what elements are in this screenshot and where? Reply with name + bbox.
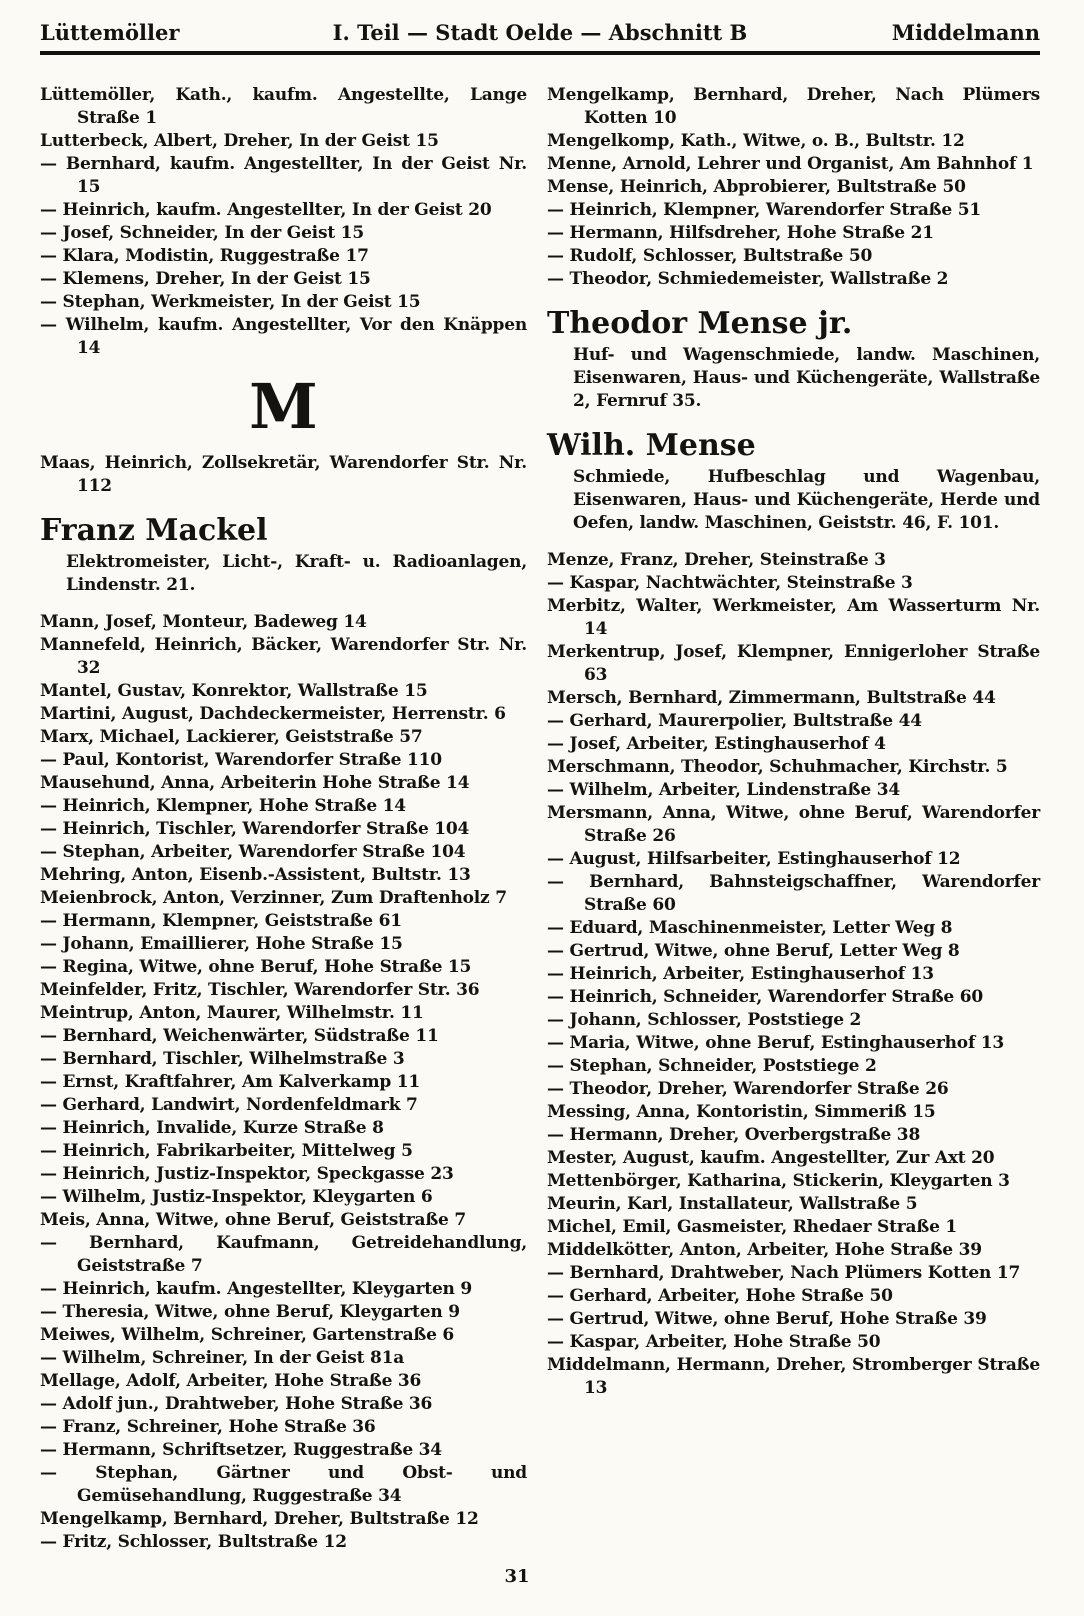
directory-entry: — Stephan, Gärtner und Obst- und Gemüsehandlung, Ruggestraße 34 — [40, 1463, 527, 1506]
directory-entry: — Kaspar, Nachtwächter, Steinstraße 3 — [547, 573, 913, 593]
directory-entry: Mannefeld, Heinrich, Bäcker, Warendorfer Str. Nr. 32 — [40, 635, 527, 678]
directory-entry: Mester, August, kaufm. Angestellter, Zur Axt 20 — [547, 1148, 995, 1168]
directory-entry: — Bernhard, kaufm. Angestellter, In der Geist Nr. 15 — [40, 154, 527, 197]
directory-entry: Merkentrup, Josef, Klempner, Ennigerloher Straße 63 — [547, 642, 1040, 685]
directory-entry: Mantel, Gustav, Konrektor, Wallstraße 15 — [40, 681, 428, 701]
directory-entry: — Regina, Witwe, ohne Beruf, Hohe Straße 15 — [40, 957, 472, 977]
directory-entry: Mellage, Adolf, Arbeiter, Hohe Straße 36 — [40, 1371, 422, 1391]
business-description: Schmiede, Hufbeschlag und Wagenbau, Eisenwaren, Haus- und Küchengeräte, Herde und Oefen, landw. Maschinen, Geiststr. 46, F. 101. — [573, 467, 1040, 533]
directory-entry: — Wilhelm, Justiz-Inspektor, Kleygarten 6 — [40, 1187, 433, 1207]
directory-entry: — Ernst, Kraftfahrer, Am Kalverkamp 11 — [40, 1072, 421, 1092]
directory-entry: — Maria, Witwe, ohne Beruf, Estinghauserhof 13 — [547, 1033, 1005, 1053]
directory-entry: Menze, Franz, Dreher, Steinstraße 3 — [547, 550, 886, 570]
business-description: Huf- und Wagenschmiede, landw. Maschinen, Eisenwaren, Haus- und Küchengeräte, Wallstraße 2, Fernruf 35. — [573, 345, 1040, 411]
directory-entry: — Wilhelm, Schreiner, In der Geist 81a — [40, 1348, 405, 1368]
directory-entry: Mense, Heinrich, Abprobierer, Bultstraße 50 — [547, 177, 966, 197]
directory-entry: — Adolf jun., Drahtweber, Hohe Straße 36 — [40, 1394, 433, 1414]
directory-entry: — Stephan, Arbeiter, Warendorfer Straße 104 — [40, 842, 466, 862]
directory-entry: — Bernhard, Drahtweber, Nach Plümers Kotten 17 — [547, 1263, 1021, 1283]
directory-entry: Lüttemöller, Kath., kaufm. Angestellte, Lange Straße 1 — [40, 85, 527, 128]
directory-entry: — Theodor, Schmiedemeister, Wallstraße 2 — [547, 269, 949, 289]
directory-entry: Mengelkamp, Bernhard, Dreher, Bultstraße 12 — [40, 1509, 479, 1529]
running-head — [40, 20, 1040, 55]
directory-entry: — Heinrich, Arbeiter, Estinghauserhof 13 — [547, 964, 934, 984]
directory-entry: Meiwes, Wilhelm, Schreiner, Gartenstraße 6 — [40, 1325, 455, 1345]
directory-entry: — Hermann, Dreher, Overbergstraße 38 — [547, 1125, 921, 1145]
directory-entry: — Bernhard, Bahnsteigschaffner, Warendorfer Straße 60 — [547, 872, 1040, 915]
directory-entry: Meienbrock, Anton, Verzinner, Zum Draftenholz 7 — [40, 888, 507, 908]
directory-entry: — Stephan, Schneider, Poststiege 2 — [547, 1056, 877, 1076]
directory-entry: Middelmann, Hermann, Dreher, Stromberger Straße 13 — [547, 1355, 1040, 1398]
directory-entry: — Hermann, Hilfsdreher, Hohe Straße 21 — [547, 223, 934, 243]
directory-entry: — Klara, Modistin, Ruggestraße 17 — [40, 246, 369, 266]
directory-entry: — Heinrich, kaufm. Angestellter, In der Geist 20 — [40, 200, 492, 220]
directory-entry: Michel, Emil, Gasmeister, Rhedaer Straße 1 — [547, 1217, 958, 1237]
directory-entry: Martini, August, Dachdeckermeister, Herrenstr. 6 — [40, 704, 506, 724]
directory-entry: Mersmann, Anna, Witwe, ohne Beruf, Warendorfer Straße 26 — [547, 803, 1040, 846]
directory-entry: Middelkötter, Anton, Arbeiter, Hohe Straße 39 — [547, 1240, 982, 1260]
directory-entry: — Bernhard, Kaufmann, Getreidehandlung, Geiststraße 7 — [40, 1233, 527, 1276]
directory-entry: — Heinrich, Klempner, Hohe Straße 14 — [40, 796, 406, 816]
directory-entry: Meintrup, Anton, Maurer, Wilhelmstr. 11 — [40, 1003, 424, 1023]
running-head-title: I. Teil — Stadt Oelde — Abschnitt B — [332, 20, 748, 45]
directory-entry: — Josef, Schneider, In der Geist 15 — [40, 223, 364, 243]
directory-entry: Meurin, Karl, Installateur, Wallstraße 5 — [547, 1194, 918, 1214]
directory-entry: Meinfelder, Fritz, Tischler, Warendorfer Str. 36 — [40, 980, 480, 1000]
directory-entry: — Stephan, Werkmeister, In der Geist 15 — [40, 292, 421, 312]
directory-entry: — Gerhard, Landwirt, Nordenfeldmark 7 — [40, 1095, 418, 1115]
directory-entry: Meis, Anna, Witwe, ohne Beruf, Geiststraße 7 — [40, 1210, 467, 1230]
business-heading: Franz Mackel — [40, 513, 268, 548]
directory-entry: — Theresia, Witwe, ohne Beruf, Kleygarten 9 — [40, 1302, 460, 1322]
directory-column-right — [547, 84, 1040, 1400]
directory-entry: — Paul, Kontorist, Warendorfer Straße 110 — [40, 750, 442, 770]
directory-entry: — Gertrud, Witwe, ohne Beruf, Hohe Straße 39 — [547, 1309, 987, 1329]
directory-entry: Maas, Heinrich, Zollsekretär, Warendorfer Str. Nr. 112 — [40, 453, 527, 496]
directory-entry: — Kaspar, Arbeiter, Hohe Straße 50 — [547, 1332, 881, 1352]
running-head-left: Lüttemöller — [40, 20, 180, 45]
directory-entry: Messing, Anna, Kontoristin, Simmeriß 15 — [547, 1102, 936, 1122]
directory-entry: — Rudolf, Schlosser, Bultstraße 50 — [547, 246, 873, 266]
directory-entry: Lutterbeck, Albert, Dreher, In der Geist 15 — [40, 131, 439, 151]
business-description: Elektromeister, Licht-, Kraft- u. Radioanlagen, Lindenstr. 21. — [66, 552, 527, 595]
directory-entry: — Heinrich, Tischler, Warendorfer Straße 104 — [40, 819, 470, 839]
directory-entry: Mettenbörger, Katharina, Stickerin, Kleygarten 3 — [547, 1171, 1010, 1191]
directory-entry: — Hermann, Schriftsetzer, Ruggestraße 34 — [40, 1440, 442, 1460]
directory-entry: — Wilhelm, kaufm. Angestellter, Vor den Knäppen 14 — [40, 315, 527, 358]
directory-entry: — Heinrich, kaufm. Angestellter, Kleygarten 9 — [40, 1279, 473, 1299]
directory-column-left — [40, 84, 527, 1554]
directory-entry: — Eduard, Maschinenmeister, Letter Weg 8 — [547, 918, 953, 938]
directory-entry: — Bernhard, Weichenwärter, Südstraße 11 — [40, 1026, 439, 1046]
directory-entry: Mengelkamp, Bernhard, Dreher, Nach Plümers Kotten 10 — [547, 85, 1040, 128]
directory-entry: — Hermann, Klempner, Geiststraße 61 — [40, 911, 402, 931]
directory-entry: — Fritz, Schlosser, Bultstraße 12 — [40, 1532, 347, 1552]
directory-entry: — August, Hilfsarbeiter, Estinghauserhof 12 — [547, 849, 961, 869]
directory-entry: — Heinrich, Klempner, Warendorfer Straße 51 — [547, 200, 981, 220]
directory-entry: — Klemens, Dreher, In der Geist 15 — [40, 269, 371, 289]
running-head-right: Middelmann — [891, 20, 1040, 45]
page-number: 31 — [504, 1566, 530, 1587]
directory-entry: Menne, Arnold, Lehrer und Organist, Am Bahnhof 1 — [547, 154, 1034, 174]
directory-entry: — Bernhard, Tischler, Wilhelmstraße 3 — [40, 1049, 405, 1069]
directory-entry: — Theodor, Dreher, Warendorfer Straße 26 — [547, 1079, 949, 1099]
directory-entry: — Gertrud, Witwe, ohne Beruf, Letter Weg 8 — [547, 941, 960, 961]
directory-entry: Mann, Josef, Monteur, Badeweg 14 — [40, 612, 367, 632]
directory-entry: — Gerhard, Maurerpolier, Bultstraße 44 — [547, 711, 922, 731]
business-heading: Wilh. Mense — [547, 428, 756, 463]
directory-entry: — Wilhelm, Arbeiter, Lindenstraße 34 — [547, 780, 900, 800]
business-heading: Theodor Mense jr. — [547, 306, 853, 341]
directory-entry: Merschmann, Theodor, Schuhmacher, Kirchstr. 5 — [547, 757, 1008, 777]
directory-entry: Mersch, Bernhard, Zimmermann, Bultstraße 44 — [547, 688, 996, 708]
directory-entry: Mausehund, Anna, Arbeiterin Hohe Straße 14 — [40, 773, 470, 793]
directory-entry: — Gerhard, Arbeiter, Hohe Straße 50 — [547, 1286, 893, 1306]
directory-entry: — Johann, Emaillierer, Hohe Straße 15 — [40, 934, 403, 954]
directory-entry: Mehring, Anton, Eisenb.-Assistent, Bultstr. 13 — [40, 865, 471, 885]
directory-entry: — Josef, Arbeiter, Estinghauserhof 4 — [547, 734, 886, 754]
directory-entry: — Franz, Schreiner, Hohe Straße 36 — [40, 1417, 376, 1437]
section-letter: M — [249, 370, 318, 443]
directory-entry: — Heinrich, Invalide, Kurze Straße 8 — [40, 1118, 384, 1138]
directory-entry: — Heinrich, Justiz-Inspektor, Speckgasse 23 — [40, 1164, 454, 1184]
directory-entry: — Johann, Schlosser, Poststiege 2 — [547, 1010, 862, 1030]
directory-entry: Mengelkomp, Kath., Witwe, o. B., Bultstr. 12 — [547, 131, 965, 151]
directory-entry: — Heinrich, Fabrikarbeiter, Mittelweg 5 — [40, 1141, 413, 1161]
directory-entry: — Heinrich, Schneider, Warendorfer Straße 60 — [547, 987, 984, 1007]
directory-entry: Marx, Michael, Lackierer, Geiststraße 57 — [40, 727, 423, 747]
directory-entry: Merbitz, Walter, Werkmeister, Am Wasserturm Nr. 14 — [547, 596, 1040, 639]
